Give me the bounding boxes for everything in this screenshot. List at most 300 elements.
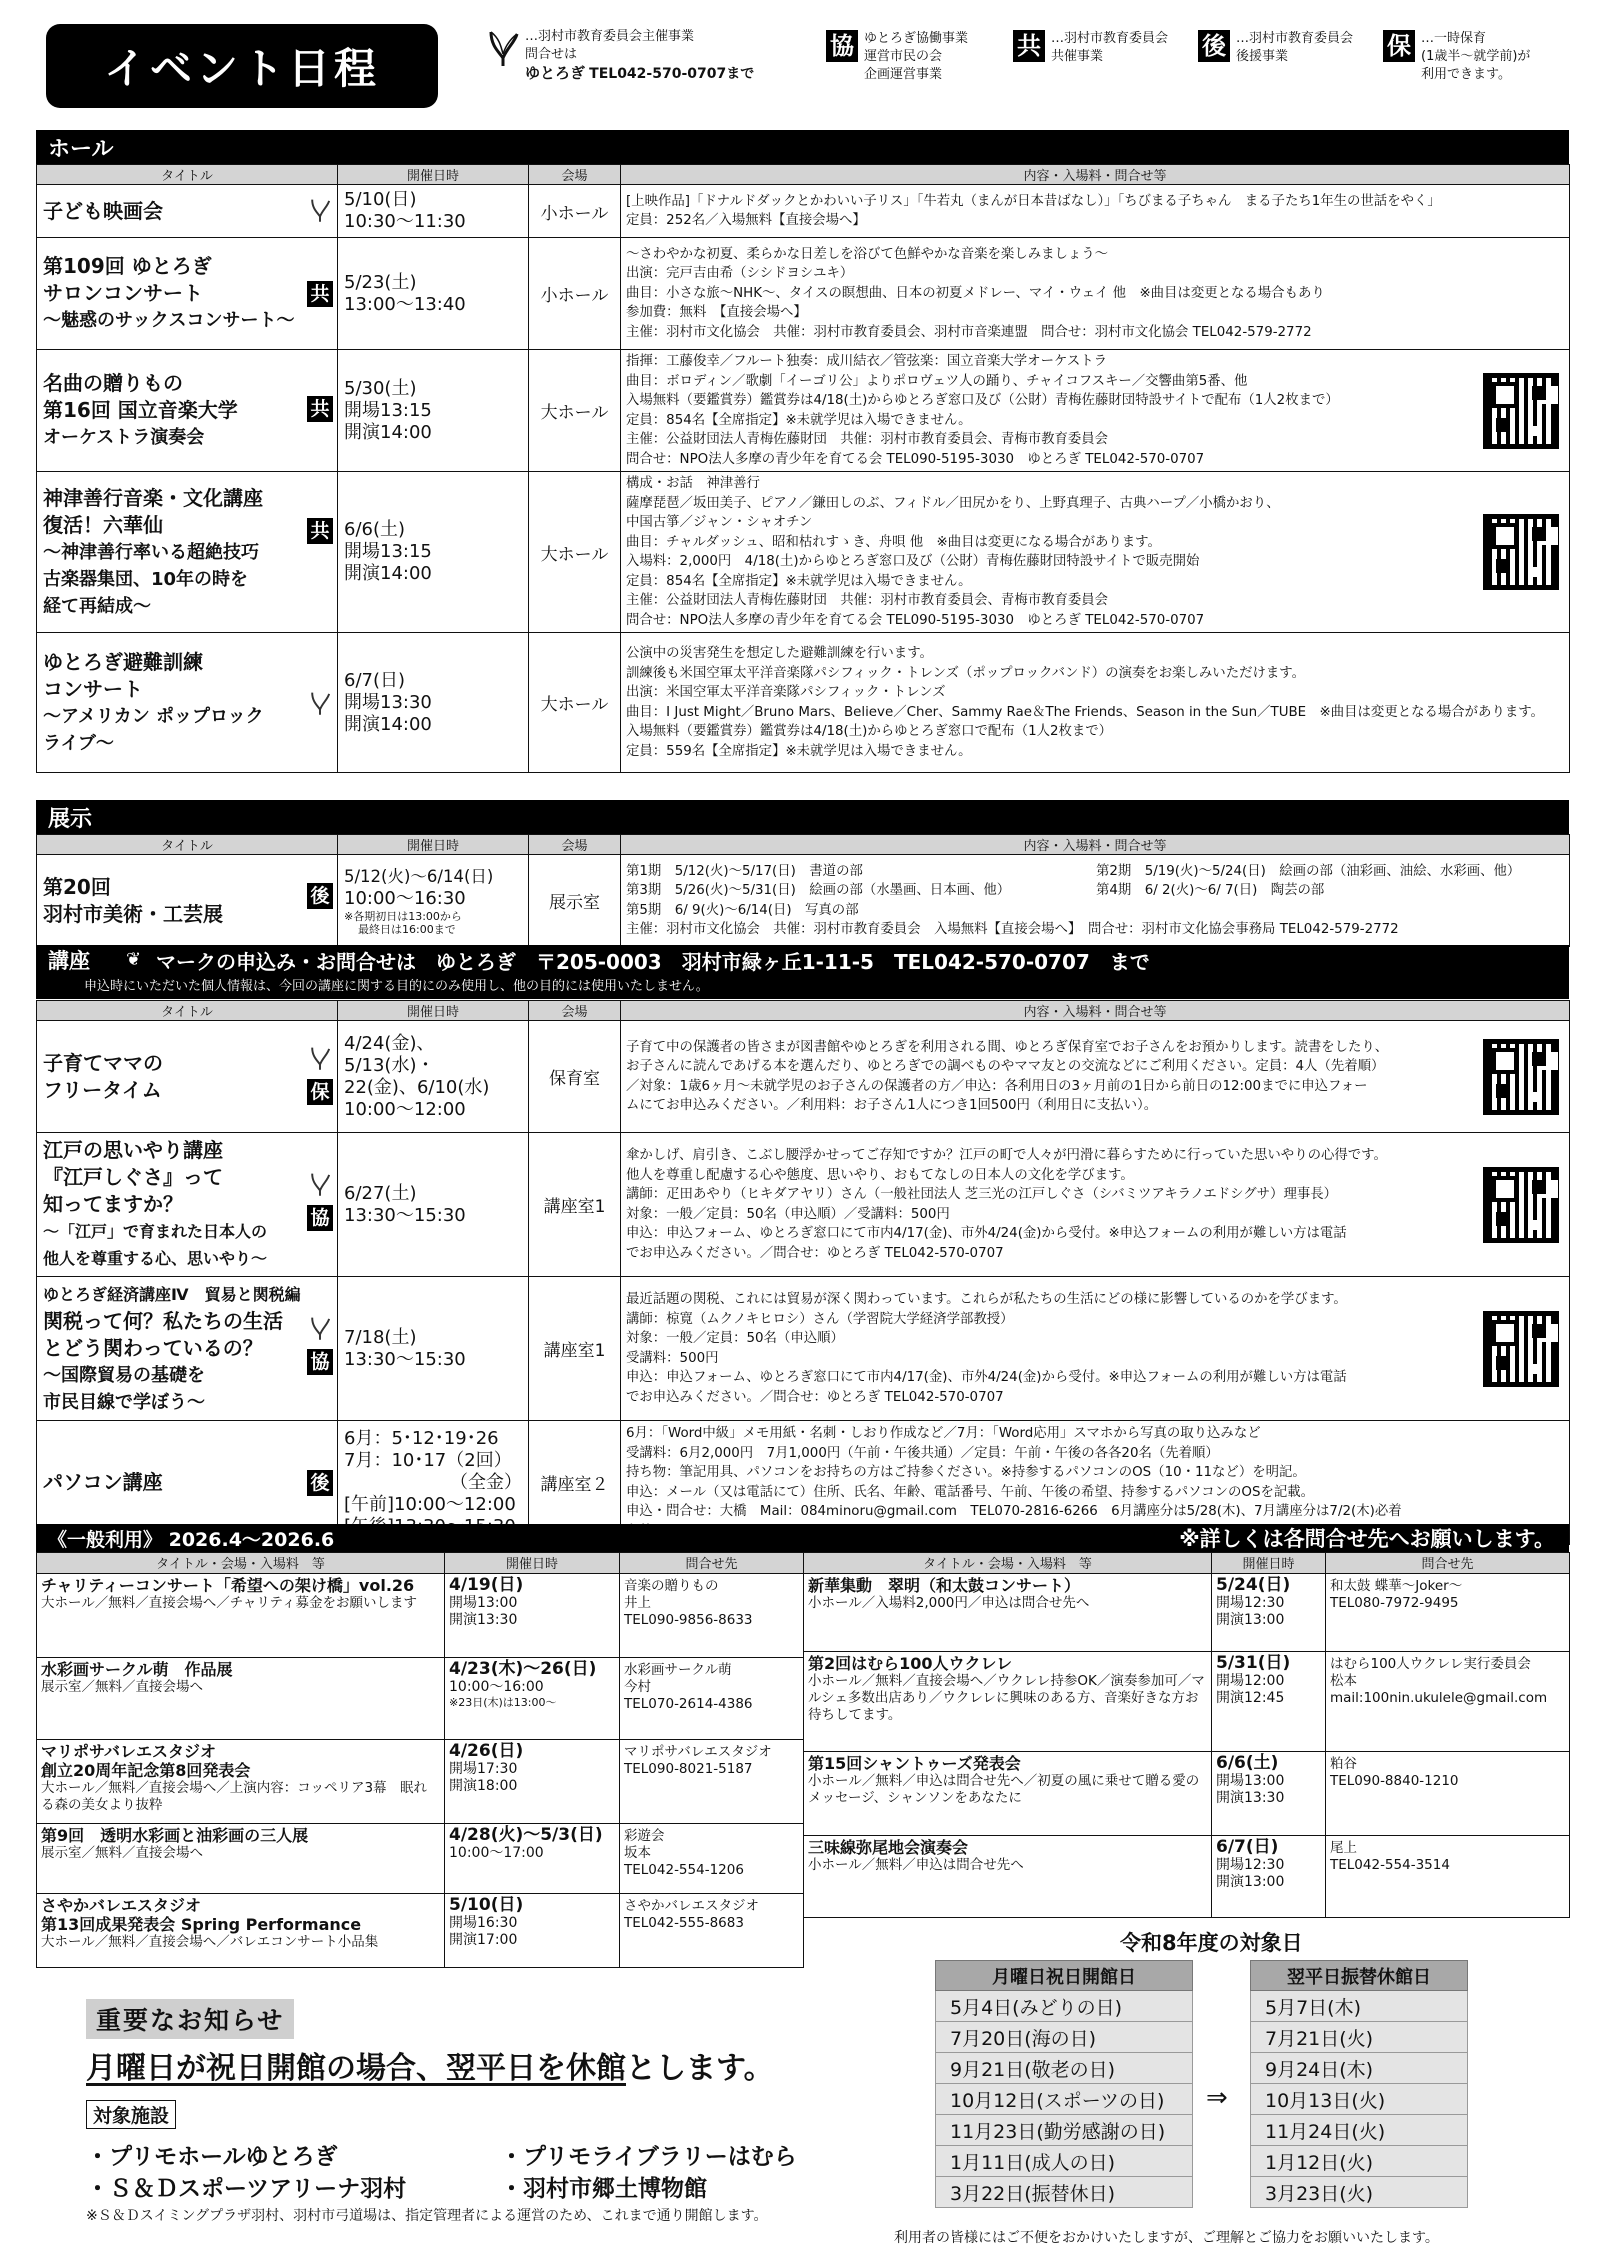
calendar-closed-day: 1月12日(火) [1251,2146,1468,2177]
general-contact-line: はむら100人ウクレレ実行委員会 [1330,1656,1531,1672]
exhibit-date-note: ※各期初日は13:00から [344,909,462,923]
event-content-line: 受講料：6月2,000円 7月1,000円（午前・午後共通）／定員：午前・午後の各各20名（先着順） [626,1445,1219,1461]
event-title-line: 『江戸しぐさ』って [43,1165,223,1189]
event-title-line: 第16回 国立音楽大学 [43,398,238,422]
general-contact-line: 尾上 [1330,1840,1357,1856]
event-venue: 小ホール [529,238,621,350]
general-event-title: 三味線弥尾地会演奏会 [808,1838,969,1857]
general-contact-line: さやかバレエスタジオ [624,1898,759,1914]
general-event-date: 5/10(日) [449,1895,524,1915]
general-event-time: 開演12:45 [1216,1690,1285,1706]
qr-code-icon [1483,1167,1559,1243]
event-title-line: サロンコンサート [43,281,203,305]
header-content: 内容・入場料・問合せ等 [621,165,1570,185]
event-title-line: 第109回 ゆとろぎ [43,254,212,278]
event-title-line: ゆとろぎ経済講座Ⅳ 貿易と関税編 [43,1285,301,1304]
exhibit-title-line: 羽村市美術・工芸展 [43,901,223,926]
event-date-cell [338,633,529,773]
event-content-line: 定員：559名【全席指定】※未就学児は入場できません。 [626,743,972,759]
event-content-line: 主催：羽村市文化協会 共催：羽村市教育委員会、羽村市音楽連盟 問合せ：羽村市文化協会 TEL042-579-2772 [626,324,1312,340]
event-content-line: 曲目：I Just Might／Bruno Mars、Believe／Cher、Sammy Rae＆The Friends、Season in the Sun／TUBE ※曲目は変更となる場合があります。 [626,704,1544,720]
event-content-line: 講師：疋田あやり（ヒキダアヤリ）さん（一般社団法人 芝三光の江戸しぐさ（シバミツアキラノエドシグサ）理事長） [626,1187,1338,1202]
calendar-open-header: 月曜日祝日開館日 [936,1961,1193,1991]
general-contact-line: mail:100nin.ukulele@gmail.com [1330,1690,1548,1706]
event-content-line: でお申込みください。／問合せ：ゆとろぎ TEL042-570-0707 [626,1389,1004,1405]
event-content-line: 申込：申込フォーム、ゆとろぎ窓口にて市内4/17(金)、市外4/24(金)から受付。※申込フォームの利用が難しい方は電話 [626,1370,1347,1385]
event-title-line: 経て再結成～ [43,595,151,617]
notice-main-tail: とします。 [626,2051,774,2086]
legend-ho-text2: (1歳半～就学前)が [1421,49,1531,64]
general-event-time: 開演13:00 [1216,1874,1285,1890]
general-contact-line: マリポサバレエスタジオ [624,1744,772,1760]
general-event-row [804,1574,1570,1652]
event-date-line: 開演14:00 [344,421,432,443]
event-title-line: 子育てママの [43,1050,163,1075]
event-title-line: ～「江戸」で育まれた日本人の [43,1222,268,1241]
event-content-line: 定員：854名【全席指定】※未就学児は入場できません。 [626,573,972,589]
calendar-closed-day: 5月7日(木) [1251,1991,1468,2022]
event-content [621,472,1570,633]
facility-item: ・プリモライブラリーはむら [500,2144,797,2170]
event-content-line: ムにてお申込みください。／利用料：お子さん1人につき1回500円（利用日に支払い）。 [626,1098,1158,1113]
calendar-open-day: 3月22日(振替休日) [936,2177,1193,2208]
facility-label: 対象施設 [86,2100,176,2129]
event-content-line: 公演中の災害発生を想定した避難訓練を行います。 [626,646,933,661]
event-content-line: でお申込みください。／問合せ：ゆとろぎ TEL042-570-0707 [626,1245,1004,1261]
event-date-cell [338,472,529,633]
legend-ho-text: …一時保育 [1421,31,1487,46]
general-event-time: 開場13:00 [1216,1773,1285,1789]
event-title-line: 江戸の思いやり講座 [43,1138,223,1162]
event-content-line: 入場料：2,000円 4/18(土)からゆとろぎ窓口及び（公財）青梅佐藤財団特設サイトで販売開始 [626,554,1200,569]
event-content-line: 申込：メール（又は電話にて）住所、氏名、年齢、電話番号、午前、午後の希望、持参するパソコンのOSを記載。 [626,1484,1315,1500]
general-date-cell [1212,1574,1326,1652]
general-note: ※詳しくは各問合せ先へお願いします。 [1179,1527,1555,1551]
general-contact-line: 松本 [1330,1673,1357,1689]
section-hall-label: ホール [48,136,114,162]
leaf-icon [307,690,333,716]
event-title-line: 関税って何？私たちの生活 [43,1309,283,1333]
event-content-line: [上映作品]「ドナルドダックとかわいい子リス」「牛若丸（まんが日本昔ばなし）」「ちびまる子ちゃん まる子たち1年生の世話をやく」 [626,193,1441,209]
ho-mark-icon: 保 [307,1079,333,1105]
hall-event-row [37,238,1570,350]
section-general-bar [36,1524,1569,1552]
general-event-title: 水彩画サークル萌 作品展 [41,1660,233,1679]
header-date: 開催日時 [338,835,529,855]
event-content-line: 6月：「Word中級」メモ用紙・名刺・しおり作成など／7月：「Word応用」スマホから写真の取り込みなど [626,1426,1261,1441]
general-event-row [804,1652,1570,1752]
general-event-row [804,1836,1570,1918]
general-date-cell [1212,1652,1326,1752]
exhibit-period: 第1期 5/12(火)～5/17(日) 書道の部 [626,863,863,879]
event-content-line: 薩摩琵琶／坂田美子、ピアノ／鎌田しのぶ、フィドル／田尻かをり、上野真理子、古典ハープ／小橋かおり、 [626,495,1280,511]
event-date-line: 5/10(日) [344,189,417,210]
kouza-event-row [37,1133,1570,1277]
legend-kyo-text2: 運営市民の会 [864,49,943,64]
general-contact-cell [1326,1836,1570,1918]
general-event-date: 4/28(火)～5/3(日) [449,1825,603,1845]
general-contact-line: 井上 [624,1595,651,1611]
kyou-mark-icon: 共 [307,518,333,544]
general-event-time: 10:00～17:00 [449,1845,544,1861]
header-content: 内容・入場料・問合せ等 [621,835,1570,855]
general-contact-cell [1326,1652,1570,1752]
general-header-date: 開催日時 [445,1553,620,1574]
event-title-line: フリータイム [43,1077,162,1102]
event-date-cell [338,185,529,238]
leaf-icon [485,28,521,68]
hall-event-row [37,633,1570,773]
ho-mark-icon: 保 [1383,30,1415,62]
event-title-cell [37,1133,338,1277]
general-event-title: 新華集動 翠明（和太鼓コンサート） [808,1576,1081,1595]
event-title-line: オーケストラ演奏会 [43,427,205,448]
general-event-row [37,1740,804,1824]
event-date-line: 4/24(金)、5/13(水)・ [344,1032,435,1076]
event-date-line: 6/27(土) [344,1182,417,1204]
calendar-open-day: 1月11日(成人の日) [936,2146,1193,2177]
event-date-line: 7月：10･17（2回） [344,1449,512,1471]
event-content [621,1021,1570,1133]
notice-main [86,2043,774,2087]
general-event-title: さやかバレエスタジオ [41,1896,202,1915]
legend-go-text2: 後援事業 [1236,49,1289,64]
event-content [621,1133,1570,1277]
event-title-cell [37,1021,338,1133]
event-title-line: 復活！六華仙 [43,512,163,537]
qr-code-icon [1483,1039,1559,1115]
general-event-title: 第15回シャントゥーズ発表会 [808,1754,1021,1773]
general-event-date: 5/24(日) [1216,1575,1291,1595]
general-event-time: 開演13:00 [1216,1612,1285,1628]
event-venue: 小ホール [529,185,621,238]
exhibit-period: 第5期 6/ 9(火)～6/14(日) 写真の部 [626,902,859,918]
exhibit-date-line: 10:00～16:30 [344,887,466,909]
general-event-desc: 大ホール／無料／直接会場へ／上演内容：コッペリア3幕 眠れる森の美女より抜粋 [41,1780,428,1813]
general-title-cell [804,1652,1212,1752]
legend-leaf-yutorogi: ゆとろぎ [525,64,586,82]
general-event-desc: 小ホール／入場料2,000円／申込は問合せ先へ [808,1595,1090,1611]
facility-item: ・プリモホールゆとろぎ [86,2144,338,2170]
legend-kyou-text2: 共催事業 [1051,49,1104,64]
general-date-cell [445,1658,620,1740]
general-title-cell [37,1574,445,1658]
notice-label: 重要なお知らせ [86,1999,294,2039]
general-event-desc: 展示室／無料／直接会場へ [41,1845,203,1861]
event-content-line: 出演：完戸吉由希（シシドヨシユキ） [626,266,854,282]
general-right-table [803,1552,1570,1918]
legend-go-text: …羽村市教育委員会 [1236,31,1354,46]
general-date-cell [445,1824,620,1894]
general-contact-line: TEL042-554-1206 [624,1862,744,1878]
event-content-line: ／対象：1歳6ヶ月～未就学児のお子さんの保護者の方／申込：各利用日の3ヶ月前の1日から前日の12:00までに申込フォー [626,1078,1368,1094]
leaf-icon [307,197,333,223]
general-date-cell [445,1574,620,1658]
event-date-line: 10:00～12:00 [344,1098,466,1120]
general-header-date: 開催日時 [1212,1553,1326,1574]
general-title-cell [37,1894,445,1968]
exhibit-table [36,834,1570,947]
notice-main-emphasis: 月曜日が祝日開館の場合、翌平日を休館 [86,2051,626,2086]
general-date-cell [1212,1752,1326,1836]
legend-leaf-text2: 問合せは [525,47,578,62]
general-event-time: 10:00～16:00 [449,1679,544,1695]
kyo-mark-icon: 協 [826,30,858,62]
event-date-line: 7/18(土) [344,1326,417,1348]
event-content-line: 入場無料（要鑑賞券）鑑賞券は4/18(土)からゆとろぎ窓口及び（公財）青梅佐藤財団特設サイトで配布（1人2枚まで） [626,393,1339,408]
legend-kyo-text3: 企画運営事業 [864,67,943,82]
event-title-cell [37,633,338,773]
event-content [621,185,1570,238]
hall-table [36,164,1570,773]
facility-item: ・羽村市郷土博物館 [500,2176,707,2202]
exhibit-title-cell [37,855,338,947]
general-date-cell [1212,1836,1326,1918]
event-venue: 講座室1 [529,1277,621,1421]
hall-event-row [37,350,1570,472]
section-exhibit-bar [36,800,1569,834]
exhibit-period: 第2期 5/19(火)～5/24(日) 絵画の部（油彩画、油絵、水彩画、他） [1096,863,1521,879]
general-title-cell [804,1752,1212,1836]
general-event-row [804,1752,1570,1836]
event-title-line: とどう関わっているの？ [43,1336,263,1360]
calendar-closed-day: 3月23日(火) [1251,2177,1468,2208]
exhibit-period: 第3期 5/26(火)～5/31(日) 絵画の部（水墨画、日本画、他） [626,883,1011,898]
general-contact-cell [620,1824,804,1894]
event-content [621,633,1570,773]
event-date-cell [338,1133,529,1277]
event-content-line: 申込・問合せ：大橋 Mail：084minoru@gmail.com TEL070-2816-6266 6月講座分は5/28(木)、7月講座分は7/2(木)必着 [626,1504,1402,1519]
event-content-line: 主催：公益財団法人青梅佐藤財団 共催：羽村市教育委員会、青梅市教育委員会 [626,432,1109,447]
general-event-title: マリポサバレエスタジオ [41,1742,217,1761]
general-header-title: タイトル・会場・入場料 等 [804,1553,1212,1574]
event-title-cell [37,350,338,472]
general-contact-line: 粕谷 [1330,1756,1357,1772]
exhibit-row [37,855,1570,947]
general-left-table [36,1552,804,1968]
event-date-line: 13:00～13:40 [344,293,466,315]
general-event-time: 開演13:30 [1216,1790,1285,1806]
calendar-closed-day: 11月24日(火) [1251,2115,1468,2146]
event-content-line: 構成・お話 神津善行 [626,476,760,491]
event-venue: 講座室1 [529,1133,621,1277]
general-event-date: 6/7(日) [1216,1837,1279,1857]
section-exhibit-label: 展示 [48,806,93,832]
event-content-line: 中国古箏／ジャン・シャオチン [626,515,813,530]
event-content-line: 曲目：小さな旅～NHK～、タイスの瞑想曲、日本の初夏メドレー、マイ・ウェイ 他 ※曲目は変更となる場合もあり [626,285,1325,301]
general-contact-line: 坂本 [624,1845,651,1861]
general-event-date: 6/6(土) [1216,1753,1279,1773]
event-date-line: 開場13:30 [344,691,432,713]
event-date-line: 5/23(土) [344,271,417,293]
event-content-line: ～さわやかな初夏、柔らかな日差しを浴びて色鮮やかな音楽を楽しみましょう～ [626,246,1109,262]
general-title-cell [804,1836,1212,1918]
legend-ho-text3: 利用できます。 [1421,67,1511,82]
general-contact-line: TEL080-7972-9495 [1330,1595,1459,1611]
calendar-closed-table [1250,1960,1468,2208]
event-content-line: 出演：米国空軍太平洋音楽隊パシフィック・トレンズ [626,685,946,700]
general-header-contact: 問合せ先 [1326,1553,1570,1574]
event-content [621,1277,1570,1421]
go-mark-icon: 後 [1198,30,1230,62]
calendar-open-day: 10月12日(スポーツの日) [936,2084,1193,2115]
general-contact-cell [620,1574,804,1658]
exhibit-footer: 主催：羽村市文化協会 共催：羽村市教育委員会 入場無料【直接会場へ】 問合せ：羽村市文化協会事務局 TEL042-579-2772 [626,922,1399,937]
event-title-line: 市民目線で学ぼう～ [43,1392,205,1413]
legend-kyou-text: …羽村市教育委員会 [1051,31,1169,46]
legend-kyo-text: ゆとろぎ協働事業 [864,31,969,46]
legend-leaf-text: …羽村市教育委員会主催事業 [525,29,695,44]
event-content-line: 問合せ：NPO法人多摩の青少年を育てる会 TEL090-5195-3030 ゆとろぎ TEL042-570-0707 [626,612,1205,628]
event-title-line: ～魅惑のサックスコンサート～ [43,310,295,331]
general-event-time: 開場16:30 [449,1915,518,1931]
event-content-line: 他人を尊重し配慮する心や態度、思いやり、おもてなしの日本人の文化を学びます。 [626,1167,1134,1183]
general-contact-line: 音楽の贈りもの [624,1578,719,1594]
general-event-time: 開場12:00 [1216,1673,1285,1689]
general-title-cell [804,1574,1212,1652]
header-venue: 会場 [529,1001,621,1021]
section-kouza-label: 講座 [48,949,90,973]
qr-code-icon [1483,373,1559,449]
leaf-icon: ❦ [126,949,142,970]
calendar-title: 令和8年度の対象日 [1120,1931,1303,1955]
general-contact-line: TEL090-8021-5187 [624,1761,753,1777]
event-venue: 保育室 [529,1021,621,1133]
event-date-cell [338,1021,529,1133]
general-event-time: 開場12:30 [1216,1595,1285,1611]
event-date-line: 13:30～15:30 [344,1204,466,1226]
event-content-line: 問合せ：NPO法人多摩の青少年を育てる会 TEL090-5195-3030 ゆとろぎ TEL042-570-0707 [626,451,1205,467]
event-date-line: 開演14:00 [344,563,432,584]
general-event-desc: 小ホール／無料／直接会場へ／ウクレレ持参OK／演奏参加可／マルシェ多数出店あり／ウクレレに興味のある方、音楽好きな方お待ちしてます。 [808,1673,1205,1723]
general-event-time: 開演18:00 [449,1778,518,1794]
event-title-line: パソコン講座 [43,1470,163,1494]
event-date-line: 開場13:15 [344,541,432,562]
event-venue: 大ホール [529,472,621,633]
leaf-icon [307,1045,333,1071]
go-mark-icon: 後 [307,1470,333,1496]
general-event-date: 4/26(日) [449,1741,524,1761]
general-contact-line: TEL090-9856-8633 [624,1612,753,1628]
event-date-cell [338,238,529,350]
general-date-cell [445,1740,620,1824]
event-date-line: 13:30～15:30 [344,1348,466,1370]
general-contact-line: TEL042-554-3514 [1330,1857,1450,1873]
event-content-line: 最近話題の関税、これには貿易が深く関わっています。これらが私たちの生活にどの様に影響しているのかを学びます。 [626,1292,1347,1307]
event-content-line: 子育て中の保護者の皆さまが図書館やゆとろぎを利用される間、ゆとろぎ保育室でお子さんをお預かりします。読書をしたり、 [626,1039,1389,1055]
header-date: 開催日時 [338,1001,529,1021]
general-event-title: 第13回成果発表会 Spring Performance [41,1915,362,1934]
general-contact-cell [1326,1574,1570,1652]
general-contact-cell [620,1740,804,1824]
event-title-line: ～国際貿易の基礎を [43,1365,205,1386]
event-venue: 大ホール [529,350,621,472]
event-content-line: 曲目：チャルダッシュ、昭和枯れすゝき、舟唄 他 ※曲目は変更になる場合があります。 [626,534,1161,550]
event-title-line: 神津善行音楽・文化講座 [43,485,263,510]
general-event-date: 4/23(木)～26(日) [449,1659,597,1679]
general-contact-line: 和太鼓 蝶華～Joker～ [1330,1578,1463,1594]
section-hall-bar [36,130,1569,164]
header-title: タイトル [37,1001,338,1021]
general-event-date: 4/19(日) [449,1575,524,1595]
general-title-cell [37,1740,445,1824]
event-title-cell [37,185,338,238]
event-date-cell [338,1277,529,1421]
header-content: 内容・入場料・問合せ等 [621,1001,1570,1021]
general-event-desc: 展示室／無料／直接会場へ [41,1679,203,1695]
general-contact-line: TEL042-555-8683 [624,1915,744,1931]
event-content-line: 講師：椋寛（ムクノキヒロシ）さん（学習院大学経済学部教授） [626,1311,1014,1327]
event-title-line: 古楽器集団、10年の時を [43,568,249,590]
general-contact-line: TEL090-8840-1210 [1330,1773,1459,1789]
event-content-line: 参加費：無料 【直接会場へ】 [626,305,807,321]
general-event-desc: 小ホール／無料／申込は問合せ先へ [808,1857,1024,1873]
legend-leaf-tel: TEL042-570-0707まで [589,66,755,82]
event-title-cell [37,238,338,350]
kyo-mark-icon: 協 [307,1205,333,1231]
general-event-time: 開場13:00 [449,1595,518,1611]
general-title-cell [37,1824,445,1894]
kouza-table [36,1000,1570,1545]
general-event-desc: 大ホール／無料／直接会場へ／チャリティ募金をお願いします [41,1595,417,1611]
event-title-line: 他人を尊重する心、思いやり～ [43,1249,268,1268]
event-content-line: 訓練後も米国空軍太平洋音楽隊パシフィック・トレンズ（ポップロックバンド）の演奏をお楽しみいただけます。 [626,665,1305,681]
kouza-privacy-note: 申込時にいただいた個人情報は、今回の講座に関する目的にのみ使用し、他の目的には使用いたしません。 [36,975,1569,999]
header-venue: 会場 [529,165,621,185]
header-title: タイトル [37,165,338,185]
event-title-line: コンサート [43,676,143,701]
general-event-desc: 大ホール／無料／直接会場へ／バレエコンサート小品集 [41,1934,379,1950]
event-date-line: 6/6(土) [344,519,406,540]
event-date-line: 6月：5･12･19･26 [344,1427,499,1449]
general-contact-line: 今村 [624,1679,651,1695]
event-title-line: ～神津善行率いる超絶技巧 [43,541,259,563]
facility-item: ・Ｓ＆Ｄスポーツアリーナ羽村 [86,2176,407,2202]
event-venue: 大ホール [529,633,621,773]
event-content-line: 受講料：500円 [626,1350,719,1366]
exhibit-title-line: 第20回 [43,874,111,899]
kyou-mark-icon: 共 [1013,30,1045,62]
calendar-closed-day: 7月21日(火) [1251,2022,1468,2053]
calendar-open-day: 11月23日(勤労感謝の日) [936,2115,1193,2146]
event-date-line: 22(金)、6/10(水) [344,1076,490,1098]
general-contact-line: 彩遊会 [624,1828,665,1844]
header-date: 開催日時 [338,165,529,185]
general-event-row [37,1574,804,1658]
event-title-line: ライブ～ [43,732,114,754]
exhibit-content [621,855,1570,947]
exhibit-date-cell [338,855,529,947]
calendar-closed-header: 翌平日振替休館日 [1251,1961,1468,1991]
event-date-line: [午前]10:00～12:00 [344,1493,516,1515]
event-date-line: 6/7(日) [344,669,406,691]
calendar-closed-day: 10月13日(火) [1251,2084,1468,2115]
general-event-time: 開場17:30 [449,1761,518,1777]
event-content-line: 定員：854名【全席指定】※未就学児は入場できません。 [626,412,972,428]
event-title-line: 知ってますか？ [43,1192,183,1216]
event-title-line: 名曲の贈りもの [43,371,183,395]
event-content-line: 入場無料（要鑑賞券）鑑賞券は4/18(土)からゆとろぎ窓口で配布（1人2枚まで） [626,724,1113,739]
general-event-title: 第9回 透明水彩画と油彩画の三人展 [41,1826,309,1845]
general-event-note: ※23日(木)は13:00～ [449,1696,557,1709]
kouza-event-row [37,1021,1570,1133]
general-contact-cell [620,1894,804,1968]
general-event-date: 5/31(日) [1216,1653,1291,1673]
general-event-time: 開演17:00 [449,1932,518,1948]
general-event-time: 開演13:30 [449,1612,518,1628]
event-content [621,350,1570,472]
general-event-title: 第2回はむら100人ウクレレ [808,1654,1013,1673]
